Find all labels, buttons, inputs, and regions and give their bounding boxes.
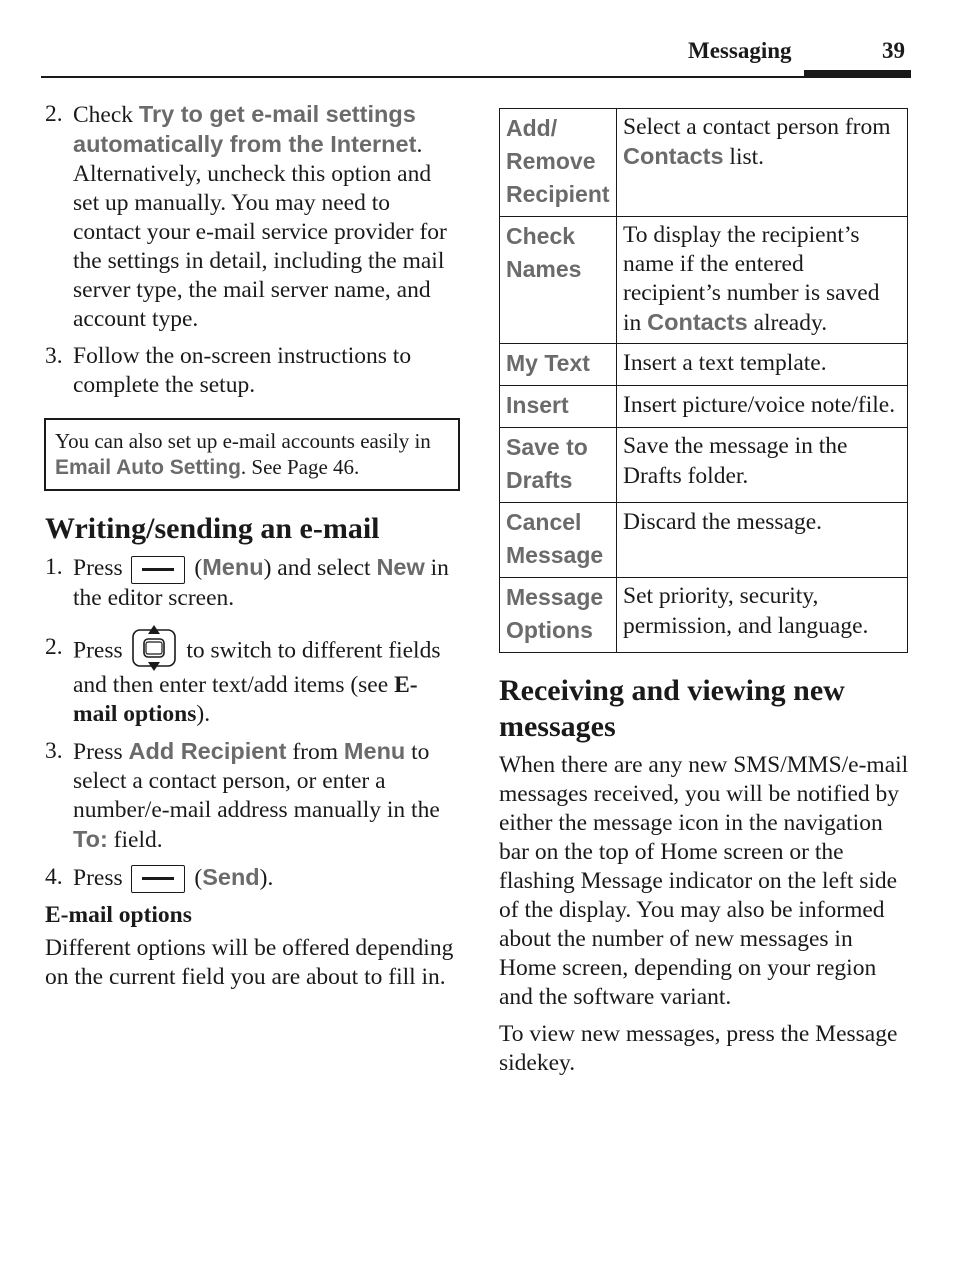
section-title-receiving: Receiving and viewing new messages <box>499 674 845 743</box>
right-column <box>499 108 909 1086</box>
option-description-cell <box>617 109 908 217</box>
table-row <box>500 109 908 217</box>
step-text: Press <box>73 637 123 663</box>
view-messages-paragraph: To view new messages, press the Message sidekey. <box>499 1021 898 1076</box>
writing-steps <box>45 553 455 893</box>
step-text: ( <box>188 555 203 581</box>
header-rule <box>41 76 911 78</box>
writing-step-3 <box>45 737 455 855</box>
running-header-title: Messaging <box>688 38 792 63</box>
option-description-cell <box>617 344 908 386</box>
ui-option-name: Contacts <box>647 309 748 335</box>
step-text: from <box>286 738 344 765</box>
setup-step-2 <box>45 100 455 334</box>
header-tab-bar <box>804 70 911 78</box>
options-paragraph: Different options will be offered depending on the current field you are about to fill in. <box>45 935 454 991</box>
step-number: 4. <box>45 863 63 890</box>
description-text: To display the recipient’s name if the entered recipient’s number is saved in <box>623 222 880 336</box>
navigation-key-icon <box>131 625 177 671</box>
left-softkey-icon <box>131 556 185 584</box>
writing-step-1 <box>45 553 455 613</box>
description-text: Insert a text template. <box>623 350 827 376</box>
step-text: Follow the on-screen instructions to complete the setup. <box>73 343 412 398</box>
option-name-cell: Save to Drafts <box>500 428 617 503</box>
step-text: in the editor screen. <box>73 555 449 611</box>
option-description-cell <box>617 503 908 578</box>
description-text: already. <box>747 310 828 336</box>
description-text: Set priority, security, permission, and language. <box>623 583 869 639</box>
cross-reference: E-mail options <box>73 671 418 727</box>
email-options-table <box>499 108 908 653</box>
writing-step-4 <box>45 863 455 894</box>
table-row <box>500 578 908 653</box>
table-row <box>500 386 908 428</box>
setup-step-3 <box>45 342 455 400</box>
step-number: 3. <box>45 737 63 764</box>
subheading-email-options: E-mail options <box>45 902 192 929</box>
description-text: Select a contact person from <box>623 114 891 140</box>
note-text: You can also set up e-mail accounts easily in <box>55 429 431 453</box>
description-text: Save the message in the Drafts folder. <box>623 433 848 489</box>
step-text: ) and select <box>263 555 377 581</box>
receiving-paragraph: When there are any new SMS/MMS/e-mail messages received, you will be notified by either the message icon in the navigation bar on the top of Home screen or the flashing Message indicator on the left side of the display. You may also be informed about the number of new messages in Home screen, depending on your region and the software variant. <box>499 752 909 1010</box>
step-text: to switch to different fields and then enter text/add items (see <box>73 637 441 698</box>
step-text: Press <box>73 555 123 581</box>
table-row <box>500 344 908 386</box>
step-text: ). <box>196 700 211 727</box>
option-name-cell: Insert <box>500 386 617 428</box>
step-text: ( <box>188 864 203 891</box>
ui-option-name: Send <box>202 863 260 890</box>
step-number: 2. <box>45 101 63 127</box>
option-name-cell: Add/ Remove Recipient <box>500 109 617 217</box>
option-name-cell: Cancel Message <box>500 503 617 578</box>
writing-step-2 <box>45 633 455 729</box>
option-name-cell: Message Options <box>500 578 617 653</box>
option-description-cell <box>617 386 908 428</box>
step-text: field. <box>107 826 163 853</box>
setup-steps <box>45 100 455 400</box>
step-text: Press <box>73 864 123 891</box>
step-text: Check <box>73 102 139 128</box>
option-description-cell <box>617 428 908 503</box>
table-row <box>500 428 908 503</box>
ui-option-name: Menu <box>343 737 406 764</box>
step-number: 3. <box>45 343 63 369</box>
ui-option-name: Add Recipient <box>128 737 287 764</box>
option-description-cell <box>617 578 908 653</box>
left-column <box>45 100 455 1000</box>
option-name-cell: Check Names <box>500 217 617 344</box>
description-text: Discard the message. <box>623 509 823 535</box>
ui-option-name: To: <box>73 825 108 852</box>
step-number: 1. <box>45 554 63 580</box>
ui-option-name: Menu <box>202 554 264 580</box>
option-description-cell <box>617 217 908 344</box>
step-text: ). <box>259 864 274 891</box>
ui-option-name: Email Auto Setting <box>55 456 241 479</box>
section-title-writing: Writing/sending an e-mail <box>45 512 380 545</box>
note-box <box>44 418 460 491</box>
step-text: Press <box>73 738 129 765</box>
right-softkey-icon <box>131 865 185 893</box>
page-number: 39 <box>882 38 905 63</box>
description-text: Insert picture/voice note/file. <box>623 392 896 418</box>
ui-option-name: Try to get e-mail settings automatically from the Internet <box>73 101 417 157</box>
table-row <box>500 217 908 344</box>
ui-option-name: New <box>376 554 425 580</box>
option-name-cell: My Text <box>500 344 617 386</box>
step-text: . Alternatively, uncheck this option and set up manually. You may need to contact your e-mail service provider for the settings in detail, including the mail server type, the mail server name, and account type. <box>73 132 447 332</box>
table-row <box>500 503 908 578</box>
step-number: 2. <box>45 633 63 660</box>
step-text: to select a contact person, or enter a number/e-mail address manually in the <box>73 738 440 823</box>
ui-option-name: Contacts <box>623 143 724 169</box>
note-text: . See Page 46. <box>240 455 360 479</box>
description-text: list. <box>723 144 765 170</box>
